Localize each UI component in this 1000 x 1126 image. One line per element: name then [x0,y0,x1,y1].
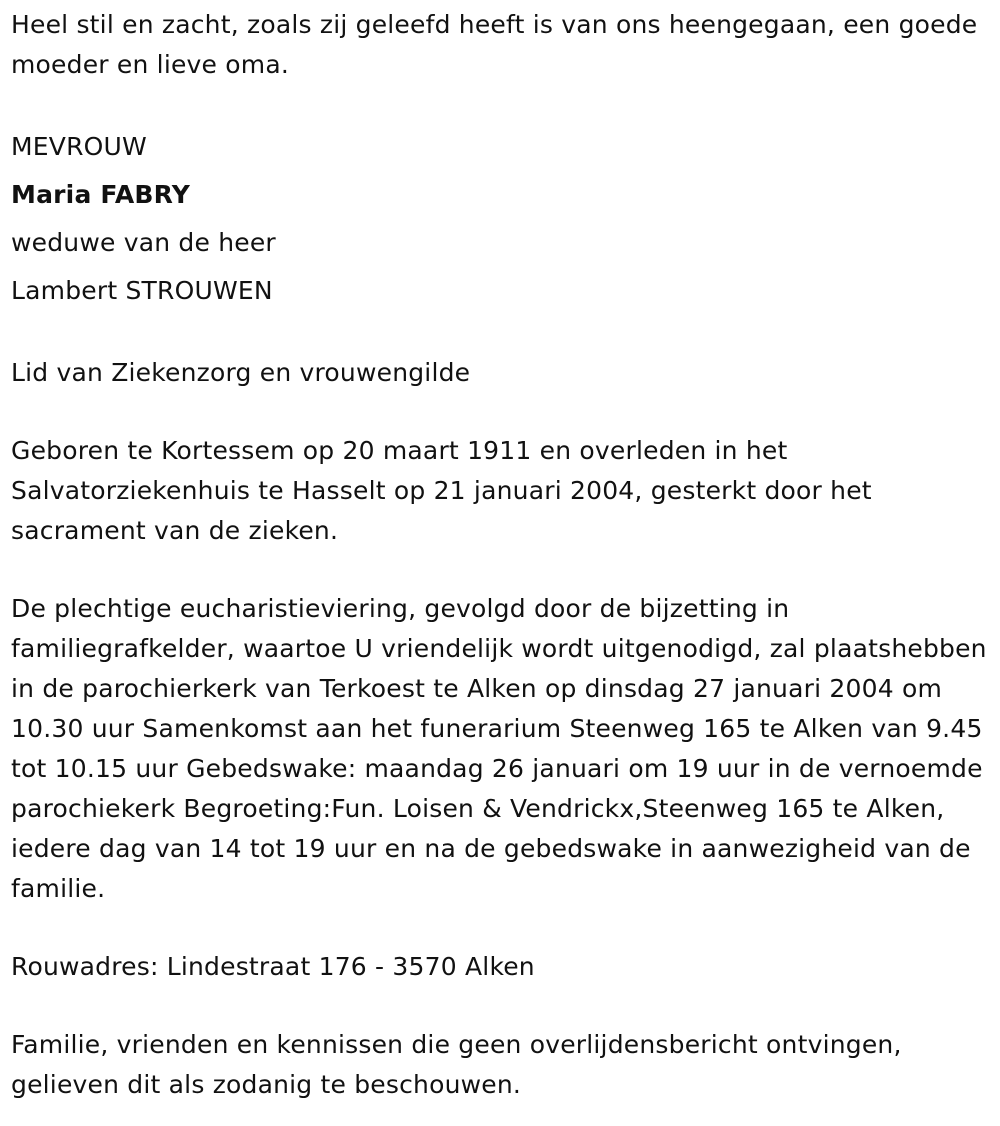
ceremony-text: De plechtige eucharistieviering, gevolgd door de bijzetting in familiegrafkelder, waartoe U vriendelijk wordt uitgenodigd, zal plaatshebben in de parochierkerk van Terkoest te Alken op dinsdag 27 januari 2004 om 10.30 uur Samenkomst aan het funerarium Steenweg 165 te Alken van 9.45 tot 10.15 uur Gebedswake: maandag 26 januari om 19 uur in de vernoemde parochiekerk Begroeting:Fun. Loisen & Vendrickx,Steenweg 165 te Alken, iedere dag van 14 tot 19 uur en na de gebedswake in aanwezigheid van de familie. [11,594,987,903]
intro-text: Heel stil en zacht, zoals zij geleefd heeft is van ons heengegaan, een goede moeder en lieve oma. [11,10,978,79]
address-text: Rouwadres: Lindestraat 176 - 3570 Alken [11,952,535,981]
spouse-name: Lambert STROUWEN [11,276,273,305]
closing-text: Familie, vrienden en kennissen die geen overlijdensbericht ontvingen, gelieven dit als zodanig te beschouwen. [11,1030,902,1099]
person-name: Maria FABRY [11,180,191,209]
birth-death-text: Geboren te Kortessem op 20 maart 1911 en overleden in het Salvatorziekenhuis te Hasselt op 21 januari 2004, gesterkt door het sacrament van de zieken. [11,436,872,545]
person-relation: weduwe van de heer [11,228,276,257]
person-title: MEVROUW [11,132,147,161]
membership-text: Lid van Ziekenzorg en vrouwengilde [11,358,471,387]
person-block [11,123,1000,315]
